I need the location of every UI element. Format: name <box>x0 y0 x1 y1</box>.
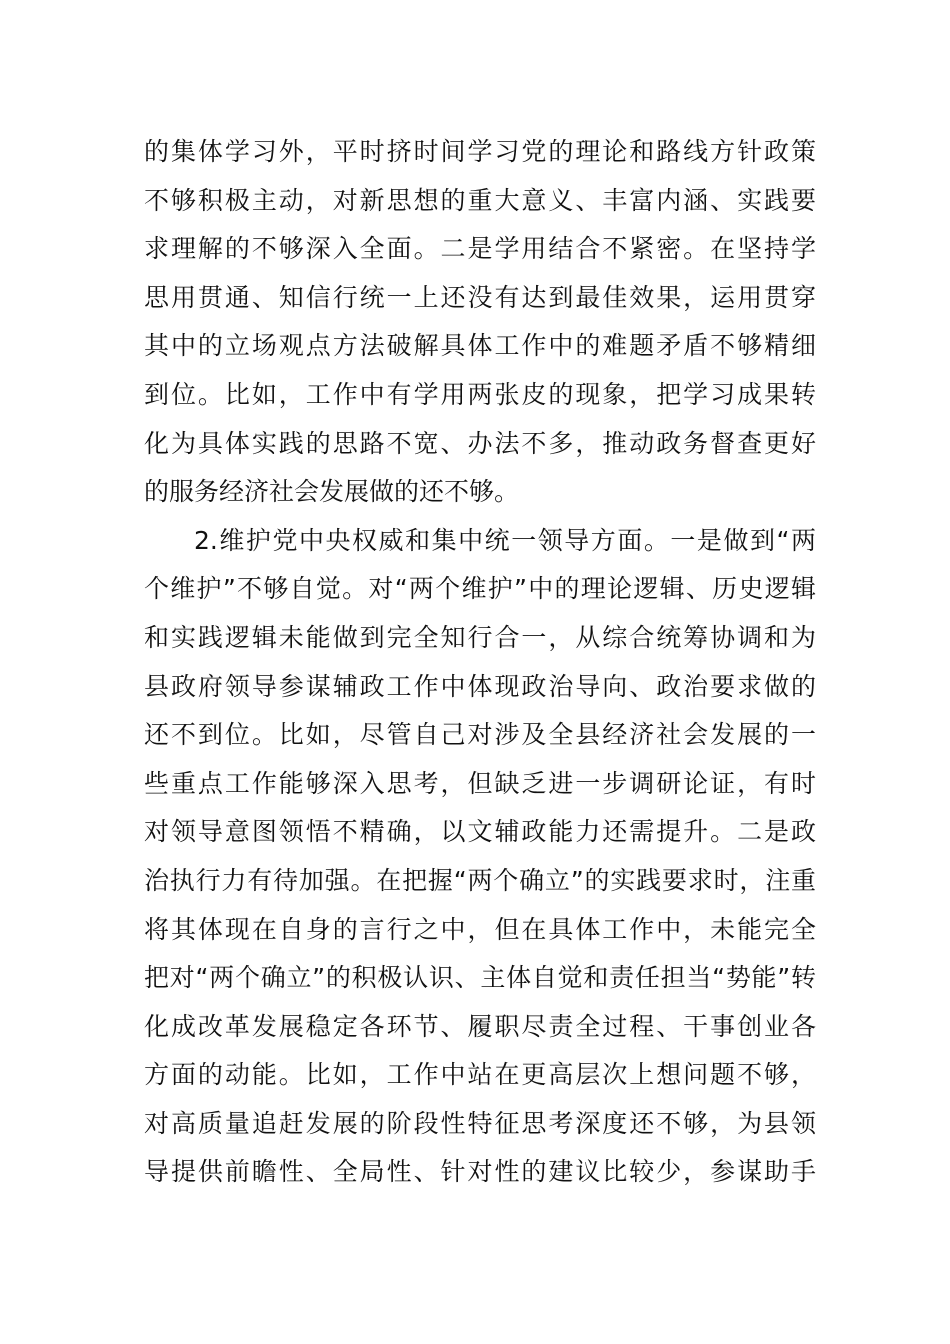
text-line: 治执行力有待加强。在把握“两个确立”的实践要求时，注重 <box>144 865 816 895</box>
text-line: 个维护”不够自觉。对“两个维护”中的理论逻辑、历史逻辑 <box>144 574 816 604</box>
text-line: 对领导意图领悟不精确，以文辅政能力还需提升。二是政 <box>144 817 816 847</box>
text-line: 思用贯通、知信行统一上还没有达到最佳效果，运用贯穿 <box>144 282 816 312</box>
text-line: 求理解的不够深入全面。二是学用结合不紧密。在坚持学 <box>144 234 816 264</box>
text-line: 化为具体实践的思路不宽、办法不多，推动政务督查更好 <box>144 428 816 458</box>
text-line: 对高质量追赶发展的阶段性特征思考深度还不够，为县领 <box>144 1108 816 1138</box>
text-line: 到位。比如，工作中有学用两张皮的现象，把学习成果转 <box>144 379 816 409</box>
body-text <box>144 128 816 1197</box>
text-line: 把对“两个确立”的积极认识、主体自觉和责任担当“势能”转 <box>144 963 816 993</box>
text-line: 的集体学习外，平时挤时间学习党的理论和路线方针政策 <box>144 137 816 166</box>
text-line: 县政府领导参谋辅政工作中体现政治导向、政治要求做的 <box>144 671 816 701</box>
text-line: 其中的立场观点方法破解具体工作中的难题矛盾不够精细 <box>144 331 816 361</box>
text-line: 些重点工作能够深入思考，但缺乏进一步调研论证，有时 <box>144 768 816 798</box>
section-heading-line: 2.维护党中央权威和集中统一领导方面。一是做到“两 <box>194 525 816 555</box>
text-line: 将其体现在自身的言行之中，但在具体工作中，未能完全 <box>144 914 816 944</box>
text-line: 不够积极主动，对新思想的重大意义、丰富内涵、实践要 <box>144 185 816 215</box>
text-line: 和实践逻辑未能做到完全知行合一，从综合统筹协调和为 <box>144 622 816 652</box>
text-line: 方面的动能。比如，工作中站在更高层次上想问题不够， <box>144 1060 816 1090</box>
text-line: 导提供前瞻性、全局性、针对性的建议比较少，参谋助手 <box>144 1157 816 1187</box>
text-line: 还不到位。比如，尽管自己对涉及全县经济社会发展的一 <box>144 720 816 750</box>
text-line: 化成改革发展稳定各环节、履职尽责全过程、干事创业各 <box>144 1011 816 1041</box>
paragraph-end-line: 的服务经济社会发展做的还不够。 <box>144 477 520 507</box>
